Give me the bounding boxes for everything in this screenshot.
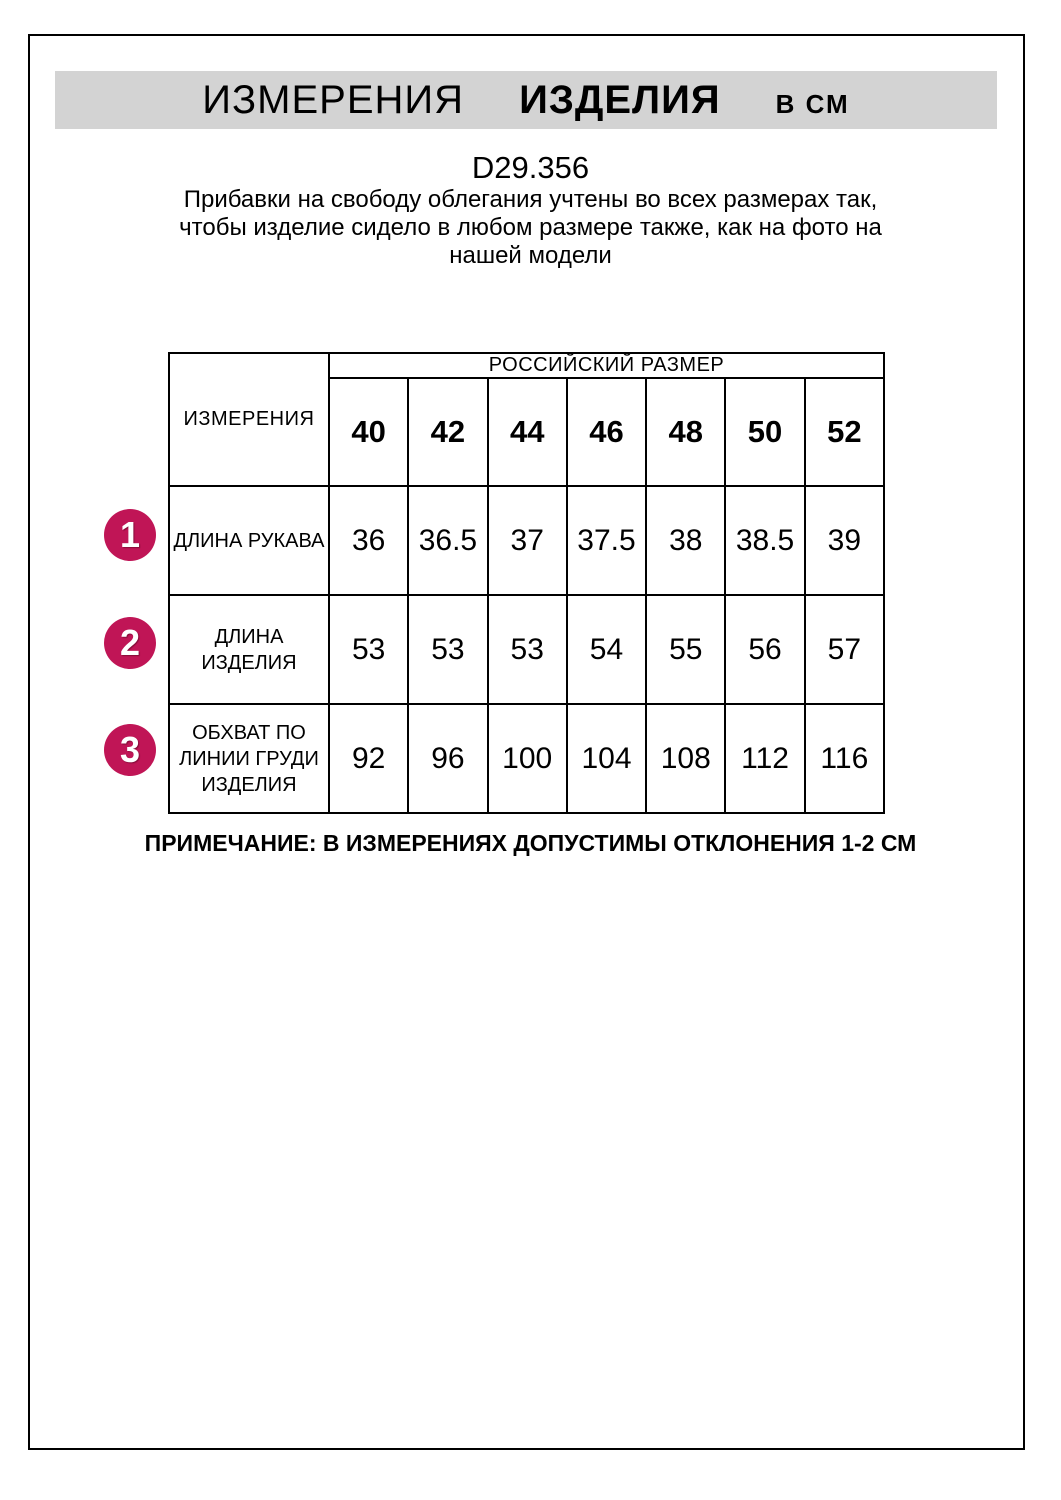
value-cell: 36 bbox=[329, 486, 408, 595]
size-group-header-cell: РОССИЙСКИЙ РАЗМЕР bbox=[329, 353, 884, 378]
value-cell: 53 bbox=[488, 595, 567, 704]
size-chart-table bbox=[168, 352, 885, 814]
value-cell: 116 bbox=[805, 704, 884, 813]
fit-description-line: нашей модели bbox=[449, 242, 612, 269]
row-label-cell: ДЛИНА РУКАВА bbox=[169, 486, 329, 595]
table-row-chest-girth bbox=[169, 704, 884, 813]
value-cell: 37.5 bbox=[567, 486, 646, 595]
row-number-badge-1: 1 bbox=[104, 509, 156, 561]
value-cell: 39 bbox=[805, 486, 884, 595]
value-cell: 53 bbox=[329, 595, 408, 704]
fit-description-line: Прибавки на свободу облегания учтены во всех размерах так, bbox=[183, 186, 878, 213]
row-number-badge-3: 3 bbox=[104, 724, 156, 776]
value-cell: 56 bbox=[725, 595, 804, 704]
header-title-measurements: ИЗМЕРЕНИЯ bbox=[202, 78, 465, 122]
tolerance-note: ПРИМЕЧАНИЕ: В ИЗМЕРЕНИЯХ ДОПУСТИМЫ ОТКЛОНЕНИЯ 1-2 СМ bbox=[144, 830, 917, 856]
value-cell: 36.5 bbox=[408, 486, 487, 595]
value-cell: 37 bbox=[488, 486, 567, 595]
size-header-cell: 48 bbox=[646, 378, 725, 486]
row-label-cell: ОБХВАТ ПО ЛИНИИ ГРУДИ ИЗДЕЛИЯ bbox=[169, 704, 329, 813]
value-cell: 96 bbox=[408, 704, 487, 813]
size-header-cell: 44 bbox=[488, 378, 567, 486]
value-cell: 54 bbox=[567, 595, 646, 704]
header-title-product: ИЗДЕЛИЯ bbox=[519, 78, 721, 122]
corner-header-cell: ИЗМЕРЕНИЯ bbox=[169, 353, 329, 486]
fit-description-line: чтобы изделие сидело в любом размере также, как на фото на bbox=[179, 214, 882, 241]
size-header-cell: 46 bbox=[567, 378, 646, 486]
value-cell: 53 bbox=[408, 595, 487, 704]
table-row bbox=[169, 353, 884, 378]
value-cell: 104 bbox=[567, 704, 646, 813]
size-header-cell: 40 bbox=[329, 378, 408, 486]
size-header-cell: 42 bbox=[408, 378, 487, 486]
table-row-garment-length bbox=[169, 595, 884, 704]
header-title-unit: В СМ bbox=[775, 89, 850, 119]
value-cell: 92 bbox=[329, 704, 408, 813]
size-header-cell: 52 bbox=[805, 378, 884, 486]
row-label-cell: ДЛИНА ИЗДЕЛИЯ bbox=[169, 595, 329, 704]
value-cell: 38.5 bbox=[725, 486, 804, 595]
value-cell: 57 bbox=[805, 595, 884, 704]
row-number-badge-2: 2 bbox=[104, 617, 156, 669]
size-header-cell: 50 bbox=[725, 378, 804, 486]
value-cell: 112 bbox=[725, 704, 804, 813]
product-code: D29.356 bbox=[471, 150, 590, 185]
value-cell: 38 bbox=[646, 486, 725, 595]
table-row-sleeve-length bbox=[169, 486, 884, 595]
value-cell: 108 bbox=[646, 704, 725, 813]
fit-description bbox=[0, 186, 1061, 270]
value-cell: 100 bbox=[488, 704, 567, 813]
header-band bbox=[55, 71, 997, 129]
value-cell: 55 bbox=[646, 595, 725, 704]
